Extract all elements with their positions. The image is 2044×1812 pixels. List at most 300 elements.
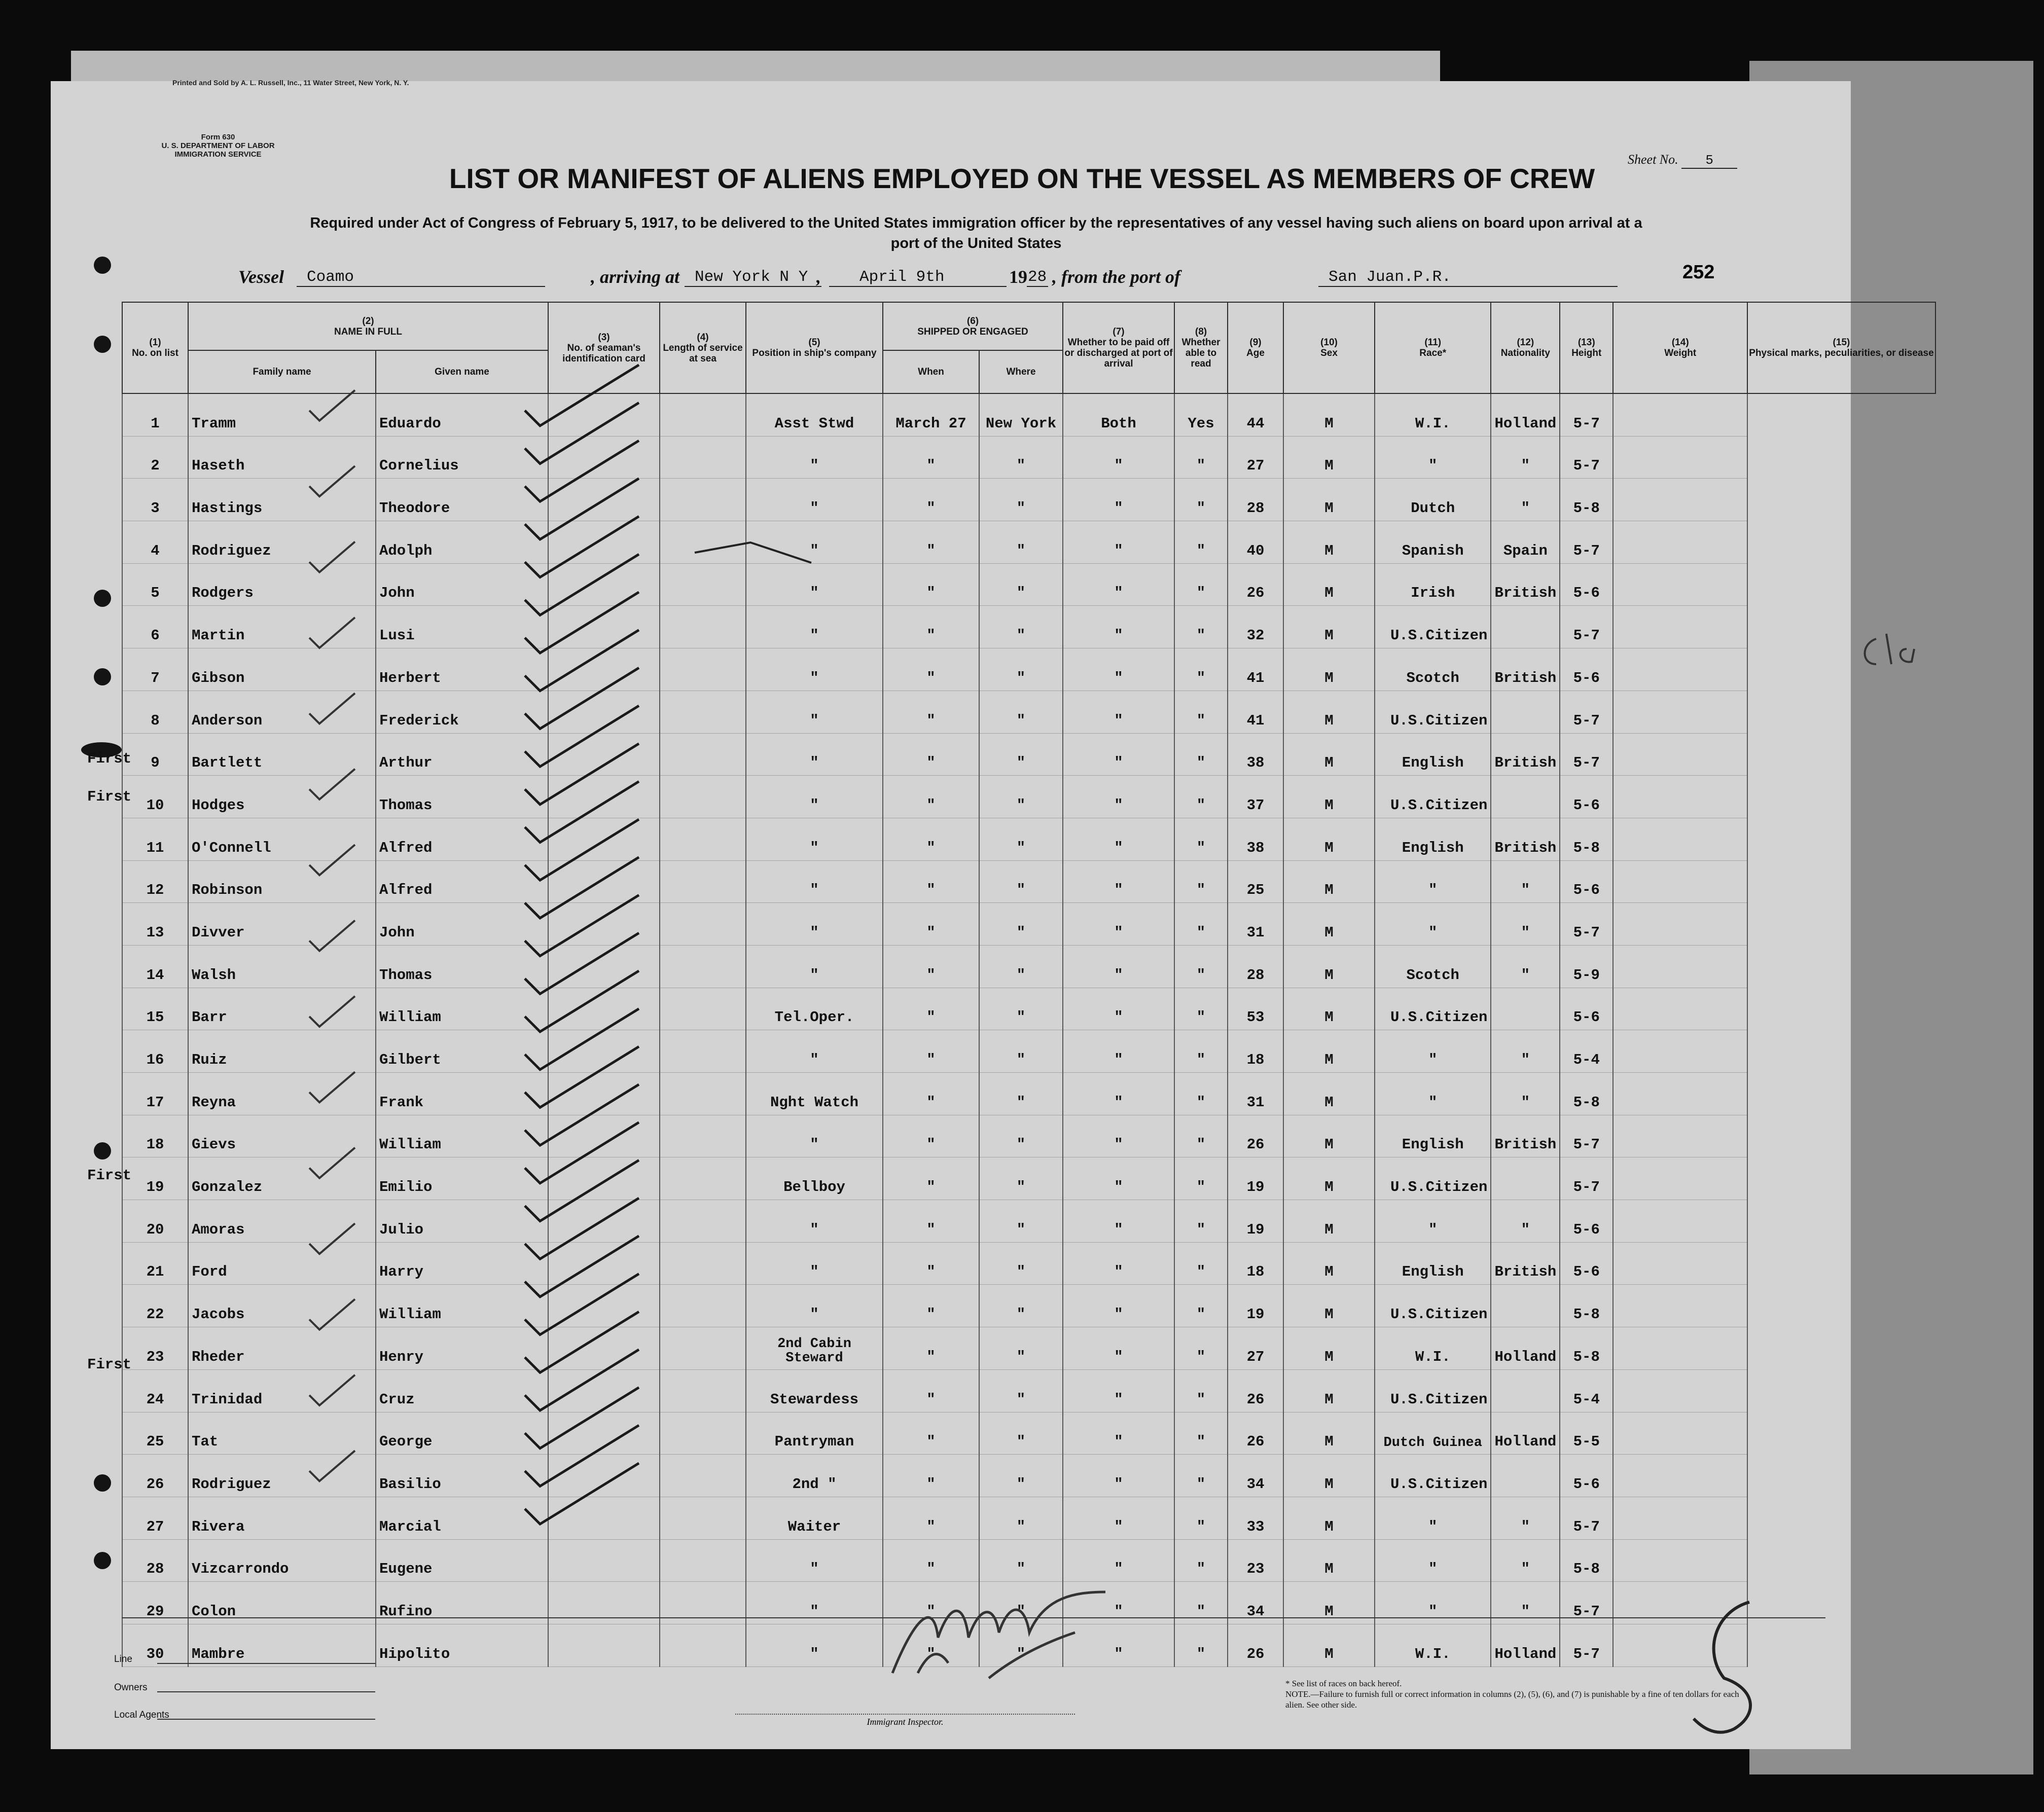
given-name: William	[376, 1285, 548, 1327]
given-name: William	[376, 988, 548, 1030]
paid-off: "	[1063, 521, 1174, 564]
height: 5-8	[1560, 818, 1613, 860]
position: "	[746, 860, 883, 903]
col-weight-header: (14) Weight	[1613, 302, 1747, 393]
nationality: "	[1491, 1497, 1560, 1539]
given-name: Rufino	[376, 1582, 548, 1624]
shipped-where: "	[979, 860, 1063, 903]
able-to-read: "	[1174, 1455, 1228, 1497]
shipped-when: "	[883, 1497, 979, 1539]
shipped-when: "	[883, 776, 979, 818]
row-number: 20	[122, 1200, 188, 1243]
col-sex-header: (10) Sex	[1283, 302, 1375, 393]
sex: M	[1283, 606, 1375, 648]
nationality: British	[1491, 1242, 1560, 1285]
shipped-where: "	[979, 563, 1063, 606]
position: "	[746, 903, 883, 946]
col-no-header: (1) No. on list	[122, 302, 188, 393]
race: "	[1375, 903, 1491, 946]
document-title: LIST OR MANIFEST OF ALIENS EMPLOYED ON THE VESSEL AS MEMBERS OF CREW	[449, 163, 1595, 194]
able-to-read: "	[1174, 1157, 1228, 1200]
race: English	[1375, 1115, 1491, 1157]
sex: M	[1283, 521, 1375, 564]
nationality: "	[1491, 903, 1560, 946]
nationality: Holland	[1491, 393, 1560, 436]
row-number: 21	[122, 1242, 188, 1285]
height: 5-8	[1560, 1327, 1613, 1370]
given-name: Thomas	[376, 945, 548, 988]
arrival-date: April 9th	[829, 268, 1007, 287]
margin-first-mark: First	[87, 788, 132, 805]
paid-off: "	[1063, 1624, 1174, 1666]
shipped-when: "	[883, 691, 979, 733]
paid-off: "	[1063, 733, 1174, 776]
age: 19	[1228, 1285, 1283, 1327]
sex: M	[1283, 1030, 1375, 1073]
family-name: Rivera	[188, 1497, 376, 1539]
nationality: "	[1491, 1200, 1560, 1243]
col-when-header: When	[883, 350, 979, 393]
height: 5-4	[1560, 1030, 1613, 1073]
able-to-read: "	[1174, 1539, 1228, 1582]
shipped-where: "	[979, 436, 1063, 479]
given-name: John	[376, 563, 548, 606]
shipped-when: "	[883, 479, 979, 521]
paid-off: Both	[1063, 393, 1174, 436]
race: U.S.Citizen	[1375, 776, 1491, 818]
able-to-read: "	[1174, 563, 1228, 606]
age: 26	[1228, 1412, 1283, 1455]
nationality: Holland	[1491, 1412, 1560, 1455]
age: 31	[1228, 903, 1283, 946]
race: W.I.	[1375, 393, 1491, 436]
height: 5-7	[1560, 1115, 1613, 1157]
sex: M	[1283, 1115, 1375, 1157]
col-age-header: (9) Age	[1228, 302, 1283, 393]
penalty-note: NOTE.—Failure to furnish full or correct information in columns (2), (5), (6), and (7) is punishable by a fine of ten dollars for each alien. See other side.	[1285, 1689, 1739, 1710]
age: 40	[1228, 521, 1283, 564]
col-physical-marks-header: (15) Physical marks, peculiarities, or disease	[1747, 302, 1935, 393]
position: "	[746, 691, 883, 733]
given-name: Cruz	[376, 1369, 548, 1412]
col-name-header: (2) NAME IN FULL	[188, 302, 548, 350]
shipped-when: "	[883, 1073, 979, 1115]
height: 5-5	[1560, 1412, 1613, 1455]
age: 38	[1228, 818, 1283, 860]
form-number: Form 630	[201, 133, 235, 141]
page-number: 252	[1682, 262, 1715, 283]
age: 34	[1228, 1455, 1283, 1497]
shipped-where: "	[979, 1455, 1063, 1497]
nationality: British	[1491, 563, 1560, 606]
sex: M	[1283, 436, 1375, 479]
paid-off: "	[1063, 1455, 1174, 1497]
shipped-when: "	[883, 1115, 979, 1157]
margin-first-mark: First	[87, 1167, 132, 1184]
shipped-where: "	[979, 1369, 1063, 1412]
height: 5-6	[1560, 988, 1613, 1030]
local-agents-label: Local Agents	[114, 1710, 169, 1720]
given-name: Frank	[376, 1073, 548, 1115]
able-to-read: "	[1174, 733, 1228, 776]
height: 5-8	[1560, 1285, 1613, 1327]
line-label: Line	[114, 1654, 132, 1664]
shipped-where: "	[979, 1115, 1063, 1157]
position: Bellboy	[746, 1157, 883, 1200]
sex: M	[1283, 563, 1375, 606]
shipped-when: "	[883, 1030, 979, 1073]
printer-imprint: Printed and Sold by A. L. Russell, Inc., 11 Water Street, New York, N. Y.	[172, 79, 409, 87]
shipped-when: "	[883, 733, 979, 776]
given-name: Arthur	[376, 733, 548, 776]
race: "	[1375, 860, 1491, 903]
race: Irish	[1375, 563, 1491, 606]
able-to-read: "	[1174, 606, 1228, 648]
shipped-when: "	[883, 860, 979, 903]
given-name: Eugene	[376, 1539, 548, 1582]
shipped-when: "	[883, 648, 979, 691]
nationality: Spain	[1491, 521, 1560, 564]
given-name: Marcial	[376, 1497, 548, 1539]
given-name: Hipolito	[376, 1624, 548, 1666]
family-name: Gonzalez	[188, 1157, 376, 1200]
shipped-when: "	[883, 988, 979, 1030]
paid-off: "	[1063, 691, 1174, 733]
paid-off: "	[1063, 1030, 1174, 1073]
nationality: British	[1491, 733, 1560, 776]
year-suffix: 28	[1027, 268, 1048, 287]
nationality: British	[1491, 818, 1560, 860]
height: 5-8	[1560, 1073, 1613, 1115]
given-name: Eduardo	[376, 393, 548, 436]
given-name: Thomas	[376, 776, 548, 818]
race: U.S.Citizen	[1375, 1455, 1491, 1497]
row-number: 12	[122, 860, 188, 903]
shipped-where: "	[979, 648, 1063, 691]
sex: M	[1283, 1412, 1375, 1455]
sex: M	[1283, 479, 1375, 521]
given-name: Theodore	[376, 479, 548, 521]
family-name: Tat	[188, 1412, 376, 1455]
shipped-where: "	[979, 776, 1063, 818]
sex: M	[1283, 860, 1375, 903]
shipped-when: "	[883, 1327, 979, 1370]
shipped-when: "	[883, 606, 979, 648]
paid-off: "	[1063, 479, 1174, 521]
race: U.S.Citizen	[1375, 606, 1491, 648]
position: "	[746, 1582, 883, 1624]
height: 5-6	[1560, 860, 1613, 903]
shipped-when: "	[883, 1624, 979, 1666]
family-name: Rheder	[188, 1327, 376, 1370]
position: Pantryman	[746, 1412, 883, 1455]
paid-off: "	[1063, 648, 1174, 691]
family-name: Gibson	[188, 648, 376, 691]
sex: M	[1283, 648, 1375, 691]
given-name: Gilbert	[376, 1030, 548, 1073]
able-to-read: "	[1174, 1327, 1228, 1370]
position: "	[746, 436, 883, 479]
position: "	[746, 521, 883, 564]
sex: M	[1283, 1242, 1375, 1285]
shipped-where: New York	[979, 393, 1063, 436]
given-name: Cornelius	[376, 436, 548, 479]
row-number: 27	[122, 1497, 188, 1539]
family-name: Rodgers	[188, 563, 376, 606]
shipped-where: "	[979, 1285, 1063, 1327]
vessel-label: Vessel	[238, 267, 284, 287]
age: 37	[1228, 776, 1283, 818]
row-number: 18	[122, 1115, 188, 1157]
able-to-read: "	[1174, 521, 1228, 564]
shipped-where: "	[979, 903, 1063, 946]
sex: M	[1283, 945, 1375, 988]
position: "	[746, 1115, 883, 1157]
shipped-when: "	[883, 1582, 979, 1624]
col-nationality-header: (12) Nationality	[1491, 302, 1560, 393]
vessel-name: Coamo	[297, 268, 545, 287]
family-name: Haseth	[188, 436, 376, 479]
position: "	[746, 1030, 883, 1073]
family-name: Trinidad	[188, 1369, 376, 1412]
family-name: Divver	[188, 903, 376, 946]
sex: M	[1283, 1582, 1375, 1624]
able-to-read: "	[1174, 903, 1228, 946]
paid-off: "	[1063, 903, 1174, 946]
able-to-read: "	[1174, 1497, 1228, 1539]
age: 19	[1228, 1157, 1283, 1200]
height: 5-7	[1560, 1497, 1613, 1539]
row-number: 1	[122, 393, 188, 436]
sex: M	[1283, 1200, 1375, 1243]
age: 26	[1228, 1115, 1283, 1157]
year-prefix: 19	[1009, 267, 1027, 287]
paid-off: "	[1063, 1157, 1174, 1200]
nationality: "	[1491, 1539, 1560, 1582]
able-to-read: "	[1174, 1073, 1228, 1115]
col-paid-off-header: (7) Whether to be paid off or discharged at port of arrival	[1063, 302, 1174, 393]
able-to-read: Yes	[1174, 393, 1228, 436]
race: English	[1375, 733, 1491, 776]
paid-off: "	[1063, 1242, 1174, 1285]
age: 27	[1228, 436, 1283, 479]
position: 2nd Cabin Steward	[746, 1327, 883, 1370]
shipped-where: "	[979, 1073, 1063, 1115]
given-name: Basilio	[376, 1455, 548, 1497]
sex: M	[1283, 1497, 1375, 1539]
height: 5-7	[1560, 1582, 1613, 1624]
shipped-when: "	[883, 903, 979, 946]
sex: M	[1283, 1327, 1375, 1370]
nationality: "	[1491, 945, 1560, 988]
col-height-header: (13) Height	[1560, 302, 1613, 393]
row-number: 14	[122, 945, 188, 988]
height: 5-4	[1560, 1369, 1613, 1412]
race: "	[1375, 1539, 1491, 1582]
height: 5-7	[1560, 1157, 1613, 1200]
able-to-read: "	[1174, 776, 1228, 818]
subtitle-line-1: Required under Act of Congress of February 5, 1917, to be delivered to the United States immigration officer by the representatives of any vessel having such aliens on board upon arrival at a	[310, 215, 1642, 231]
col-race-header: (11) Race*	[1375, 302, 1491, 393]
paid-off: "	[1063, 776, 1174, 818]
age: 53	[1228, 988, 1283, 1030]
shipped-where: "	[979, 818, 1063, 860]
family-name: Ruiz	[188, 1030, 376, 1073]
race: "	[1375, 436, 1491, 479]
shipped-when: "	[883, 1285, 979, 1327]
nationality: "	[1491, 479, 1560, 521]
nationality: Holland	[1491, 1624, 1560, 1666]
family-name: Martin	[188, 606, 376, 648]
position: "	[746, 1200, 883, 1243]
able-to-read: "	[1174, 988, 1228, 1030]
age: 32	[1228, 606, 1283, 648]
age: 28	[1228, 945, 1283, 988]
height: 5-6	[1560, 1242, 1613, 1285]
height: 5-8	[1560, 1539, 1613, 1582]
nationality: "	[1491, 1582, 1560, 1624]
sheet-number: 5	[1681, 153, 1737, 169]
race: "	[1375, 1073, 1491, 1115]
vessel-info-row: Vessel Coamo , arriving at New York N Y , April 9th 19 28 , from the port of San Juan.P.R.	[238, 266, 1683, 292]
able-to-read: "	[1174, 1200, 1228, 1243]
margin-first-mark: First	[87, 1356, 132, 1373]
race: Spanish	[1375, 521, 1491, 564]
race: U.S.Citizen	[1375, 1369, 1491, 1412]
row-number: 13	[122, 903, 188, 946]
service-name: IMMIGRATION SERVICE	[174, 150, 262, 159]
owners-label: Owners	[114, 1682, 148, 1693]
subtitle-line-2: port of the United States	[890, 235, 1062, 251]
height: 5-7	[1560, 436, 1613, 479]
col-where-header: Where	[979, 350, 1063, 393]
paid-off: "	[1063, 1497, 1174, 1539]
paid-off: "	[1063, 1115, 1174, 1157]
able-to-read: "	[1174, 1369, 1228, 1412]
shipped-where: "	[979, 1242, 1063, 1285]
family-name: Anderson	[188, 691, 376, 733]
paid-off: "	[1063, 988, 1174, 1030]
shipped-when: "	[883, 1455, 979, 1497]
age: 18	[1228, 1242, 1283, 1285]
position: Asst Stwd	[746, 393, 883, 436]
position: Tel.Oper.	[746, 988, 883, 1030]
row-number: 28	[122, 1539, 188, 1582]
height: 5-6	[1560, 563, 1613, 606]
race: "	[1375, 1030, 1491, 1073]
shipped-when: "	[883, 563, 979, 606]
sex: M	[1283, 1073, 1375, 1115]
able-to-read: "	[1174, 648, 1228, 691]
sex: M	[1283, 1539, 1375, 1582]
able-to-read: "	[1174, 860, 1228, 903]
race: "	[1375, 1497, 1491, 1539]
family-name: Tramm	[188, 393, 376, 436]
family-name: Barr	[188, 988, 376, 1030]
row-number: 4	[122, 521, 188, 564]
paid-off: "	[1063, 1539, 1174, 1582]
family-name: Gievs	[188, 1115, 376, 1157]
family-name: Ford	[188, 1242, 376, 1285]
position: 2nd "	[746, 1455, 883, 1497]
able-to-read: "	[1174, 436, 1228, 479]
position: Waiter	[746, 1497, 883, 1539]
age: 34	[1228, 1582, 1283, 1624]
given-name: Alfred	[376, 860, 548, 903]
position: "	[746, 479, 883, 521]
shipped-when: "	[883, 1157, 979, 1200]
shipped-when: "	[883, 818, 979, 860]
nationality: "	[1491, 1073, 1560, 1115]
family-name: Bartlett	[188, 733, 376, 776]
shipped-when: "	[883, 521, 979, 564]
row-number: 7	[122, 648, 188, 691]
sex: M	[1283, 903, 1375, 946]
age: 44	[1228, 393, 1283, 436]
age: 38	[1228, 733, 1283, 776]
from-port: San Juan.P.R.	[1318, 268, 1618, 287]
able-to-read: "	[1174, 1624, 1228, 1666]
age: 19	[1228, 1200, 1283, 1243]
paid-off: "	[1063, 1327, 1174, 1370]
position: "	[746, 945, 883, 988]
row-number: 11	[122, 818, 188, 860]
given-name: William	[376, 1115, 548, 1157]
family-name: O'Connell	[188, 818, 376, 860]
shipped-when: March 27	[883, 393, 979, 436]
sex: M	[1283, 1455, 1375, 1497]
age: 41	[1228, 648, 1283, 691]
position: "	[746, 776, 883, 818]
col-position-header: (5) Position in ship's company	[746, 302, 883, 393]
race: U.S.Citizen	[1375, 691, 1491, 733]
position: "	[746, 818, 883, 860]
shipped-where: "	[979, 1327, 1063, 1370]
family-name: Reyna	[188, 1073, 376, 1115]
shipped-where: "	[979, 606, 1063, 648]
race: English	[1375, 818, 1491, 860]
race-footnote: * See list of races on back hereof.	[1285, 1679, 1402, 1688]
family-name: Walsh	[188, 945, 376, 988]
col-length-service-header: (4) Length of service at sea	[660, 302, 746, 393]
able-to-read: "	[1174, 1115, 1228, 1157]
race: "	[1375, 1582, 1491, 1624]
race: Scotch	[1375, 945, 1491, 988]
col-given-name-header: Given name	[376, 350, 548, 393]
age: 33	[1228, 1497, 1283, 1539]
able-to-read: "	[1174, 1582, 1228, 1624]
paid-off: "	[1063, 436, 1174, 479]
race: "	[1375, 1200, 1491, 1243]
nationality: Holland	[1491, 1327, 1560, 1370]
row-number: 10	[122, 776, 188, 818]
col-shipped-header: (6) SHIPPED OR ENGAGED	[883, 302, 1063, 350]
race: English	[1375, 1242, 1491, 1285]
race: U.S.Citizen	[1375, 988, 1491, 1030]
sex: M	[1283, 818, 1375, 860]
height: 5-7	[1560, 393, 1613, 436]
position: "	[746, 1285, 883, 1327]
able-to-read: "	[1174, 945, 1228, 988]
nationality: "	[1491, 1030, 1560, 1073]
family-name: Hodges	[188, 776, 376, 818]
sex: M	[1283, 988, 1375, 1030]
height: 5-7	[1560, 691, 1613, 733]
shipped-when: "	[883, 1412, 979, 1455]
shipped-where: "	[979, 1157, 1063, 1200]
position: "	[746, 1539, 883, 1582]
shipped-where: "	[979, 733, 1063, 776]
